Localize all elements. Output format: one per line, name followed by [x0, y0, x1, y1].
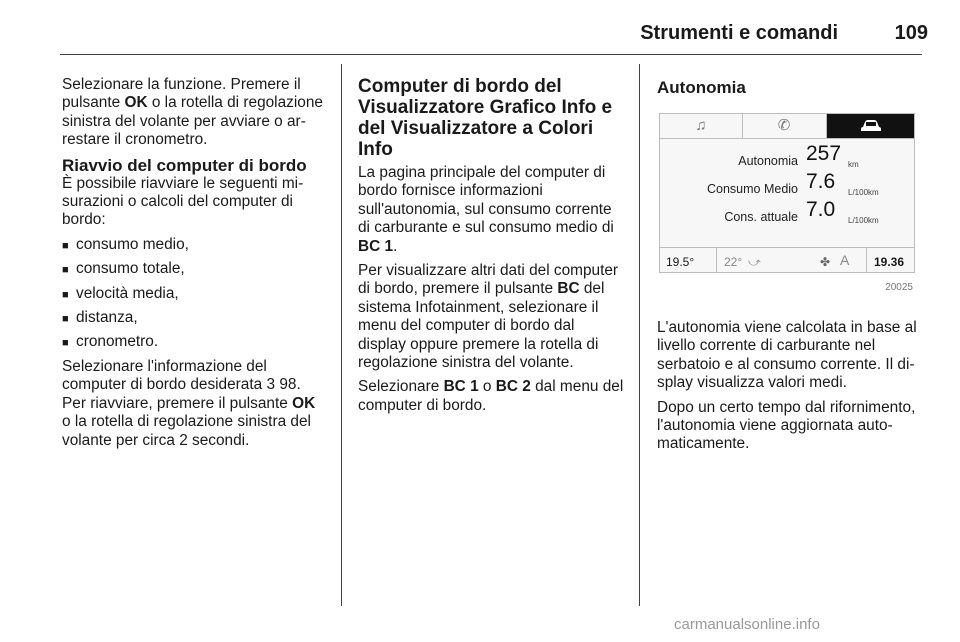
bc1-ref: BC 1 [443, 378, 479, 396]
paragraph [62, 395, 326, 450]
text: La pagina principale del computer di bordo fornisce informazioni sull'autonomia, sul consumo corrente di carburante e sul consumo medio di [358, 164, 614, 237]
row-unit: L/100km [848, 188, 879, 197]
text: . [393, 237, 398, 255]
list-item: ■ consumo totale, [62, 260, 326, 278]
column-middle [358, 76, 624, 421]
info-display [659, 113, 915, 273]
paragraph [358, 378, 624, 415]
row-value: 7.0 [806, 198, 836, 221]
paragraph: È possibile riavviare le seguenti misurazioni o calcoli del computer di bordo: [62, 174, 304, 229]
text: o la rotella di regolazione sinistra del volante per avviare o arrestare il cronometro. [62, 94, 323, 149]
list-item: ■ cronometro. [62, 333, 326, 351]
clock: 19.36 [874, 255, 905, 269]
header-divider [60, 54, 922, 55]
paragraph [62, 358, 326, 395]
list-item: ■ consumo medio, [62, 236, 326, 254]
display-tabs [660, 114, 914, 139]
text: Selezionare la funzione. Premere il pulsante [62, 76, 301, 112]
row-unit: km [848, 160, 859, 169]
airflow-icon: ⤻ [748, 255, 761, 269]
bc1-ref: BC 1 [358, 237, 394, 255]
temp-left: 19.5° [666, 255, 695, 269]
trip-data-rows [660, 144, 914, 228]
trip-row [660, 200, 914, 228]
temp-right: 22° [724, 255, 743, 269]
paragraph: Dopo un certo tempo dal rifornimento, l'autonomia viene aggiornata automaticamente. [657, 398, 916, 453]
figure-number: 20025 [885, 282, 913, 293]
paragraph [358, 164, 624, 256]
row-label: Autonomia [738, 154, 798, 168]
status-divider [716, 248, 717, 273]
row-unit: L/100km [848, 216, 879, 225]
text: Per visualizzare altri dati del computer di bordo, premere il pulsante [358, 262, 619, 298]
list-item: ■ velocità media, [62, 285, 326, 303]
paragraph [358, 262, 624, 372]
page-number: 109 [894, 22, 928, 44]
section-heading: Autonomia [657, 78, 746, 97]
text: Selezionare l'informazione del computer di bordo desiderata [62, 357, 267, 394]
paragraph: L'autonomia viene calcolata in base al livello corrente di carburante nel serbatoio e al consumo corrente. Il display visualizza valori medi. [657, 319, 917, 392]
ok-button-ref: OK [124, 94, 148, 112]
text: Per riavviare, premere il pulsante [62, 394, 293, 412]
climate-status-bar [660, 247, 914, 273]
column-divider [639, 64, 640, 606]
ok-button-ref: OK [292, 394, 316, 412]
column-divider [341, 64, 342, 606]
watermark: carmanualsonline.info [674, 616, 820, 633]
car-icon-shape [860, 119, 882, 133]
music-icon: ♫ [660, 114, 743, 138]
text: o [478, 378, 496, 396]
text: Selezionare [358, 378, 444, 396]
text: o la rotella di regolazione sinistra del volante per circa 2 secondi. [62, 413, 311, 449]
paragraph [62, 76, 326, 150]
text: dal menu del computer di bordo. [358, 378, 624, 414]
section-heading: Riavvio del computer di bordo [62, 155, 307, 175]
phone-icon: ✆ [742, 114, 827, 138]
section-heading: Computer di bordo del Visualizzatore Grafico Info e del Visualizzatore a Colori Info [358, 76, 613, 160]
bc2-ref: BC 2 [495, 378, 531, 396]
car-icon [827, 114, 914, 138]
fan-mode: A [840, 252, 850, 268]
row-label: Consumo Medio [706, 182, 798, 196]
row-value: 257 [806, 142, 842, 165]
trip-computer-display-figure [657, 113, 917, 319]
column-right [657, 76, 923, 460]
fan-icon: ✤ [820, 255, 831, 269]
column-left [62, 76, 326, 456]
trip-row [660, 144, 914, 172]
bc-button-ref: BC [557, 280, 580, 298]
trip-row [660, 172, 914, 200]
text: del sistema Infotainment, selezionare il menu del computer di bordo dal display oppure premere la rotella di regolazione sinistra del volante. [358, 280, 605, 372]
list-item: ■ distanza, [62, 309, 326, 327]
row-label: Cons. attuale [724, 210, 798, 224]
page-reference: 3 98. [266, 376, 301, 394]
row-value: 7.6 [806, 170, 836, 193]
measurement-list [62, 236, 326, 352]
page-header-title: Strumenti e comandi [640, 22, 838, 44]
status-divider [866, 248, 867, 273]
